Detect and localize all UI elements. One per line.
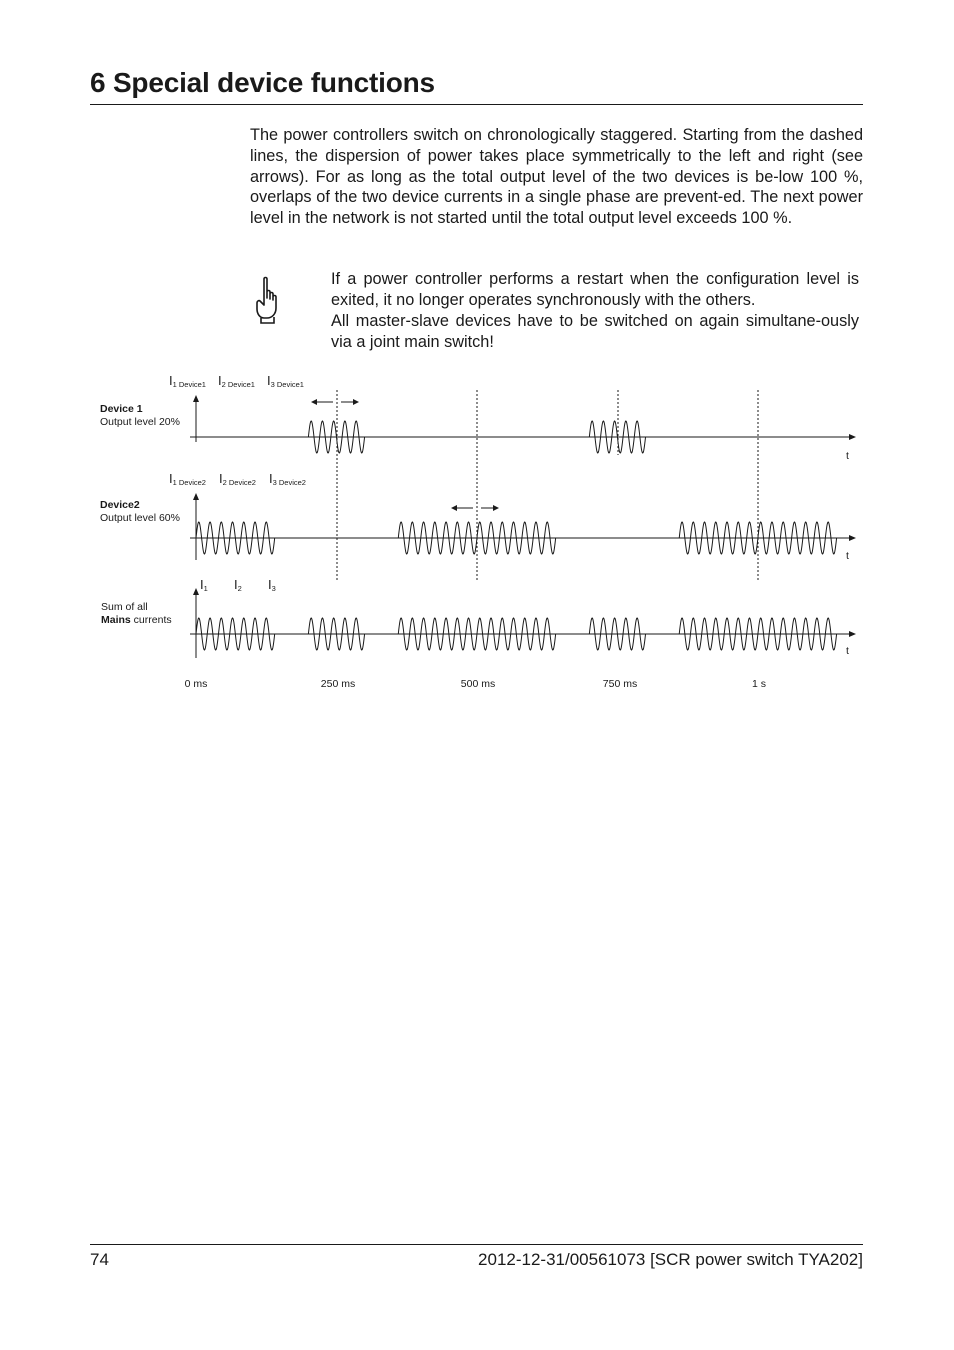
note-line-2: All master-slave devices have to be switched on again simultane-ously via a joint main switch! xyxy=(331,312,859,351)
device1-subtitle: Output level 20% xyxy=(100,416,180,428)
page-footer xyxy=(90,1244,863,1275)
sum-phase-label-1: I1 xyxy=(200,577,208,593)
device2-title: Device2 xyxy=(100,499,140,511)
time-label-250ms: 250 ms xyxy=(320,678,356,690)
device1-title: Device 1 xyxy=(100,403,143,415)
body-paragraph: The power controllers switch on chronologically staggered. Starting from the dashed lines, the dispersion of power takes place symmetrically to the left and right (see arrows). For as long as the total output level of the two devices is be-low 100 %, overlaps of the two device currents in a single phase are prevent-ed. The next power level in the network is not started until the total output level exceeds 100 %. xyxy=(250,126,863,228)
device2-time-arrowhead xyxy=(849,535,856,541)
device2-phase-label-1: I1 Device2 xyxy=(169,471,206,487)
device1-y-arrowhead xyxy=(193,395,199,402)
note-block xyxy=(331,269,859,353)
device2-dispersion-left-arrowhead xyxy=(451,505,457,511)
device1-axis-label: t xyxy=(846,450,849,462)
note-line-1: If a power controller performs a restart when the configuration level is exited, it no longer operates synchronously with the others. xyxy=(331,270,859,309)
device2-axis-label: t xyxy=(846,550,849,562)
time-label-750ms: 750 ms xyxy=(602,678,638,690)
section-heading: 6 Special device functions xyxy=(90,66,863,105)
device2-phase-label-3: I3 Device2 xyxy=(269,471,306,487)
device2-dispersion-right-arrowhead xyxy=(493,505,499,511)
sum-title-line2: Mains currents xyxy=(101,614,172,626)
time-label-500ms: 500 ms xyxy=(460,678,496,690)
time-label-1s: 1 s xyxy=(751,678,767,690)
current-timing-diagram xyxy=(0,360,954,705)
device1-phase-label-1: I1 Device1 xyxy=(169,373,206,389)
device1-dispersion-left-arrowhead xyxy=(311,399,317,405)
device2-subtitle: Output level 60% xyxy=(100,512,180,524)
sum-phase-label-2: I2 xyxy=(234,577,242,593)
sum-title-line1: Sum of all xyxy=(101,601,148,613)
device1-dispersion-right-arrowhead xyxy=(353,399,359,405)
page-number: 74 xyxy=(90,1250,109,1269)
time-label-0ms: 0 ms xyxy=(184,678,208,690)
sum-y-arrowhead xyxy=(193,588,199,595)
device2-phase-label-2: I2 Device2 xyxy=(219,471,256,487)
document-info: 2012-12-31/00561073 [SCR power switch TYA202] xyxy=(478,1250,863,1269)
sum-axis-label: t xyxy=(846,645,849,657)
device1-phase-label-3: I3 Device1 xyxy=(267,373,304,389)
device1-phase-label-2: I2 Device1 xyxy=(218,373,255,389)
device2-y-arrowhead xyxy=(193,493,199,500)
pointing-hand-icon xyxy=(252,276,282,324)
sum-time-arrowhead xyxy=(849,631,856,637)
sum-phase-label-3: I3 xyxy=(268,577,276,593)
device1-time-arrowhead xyxy=(849,434,856,440)
